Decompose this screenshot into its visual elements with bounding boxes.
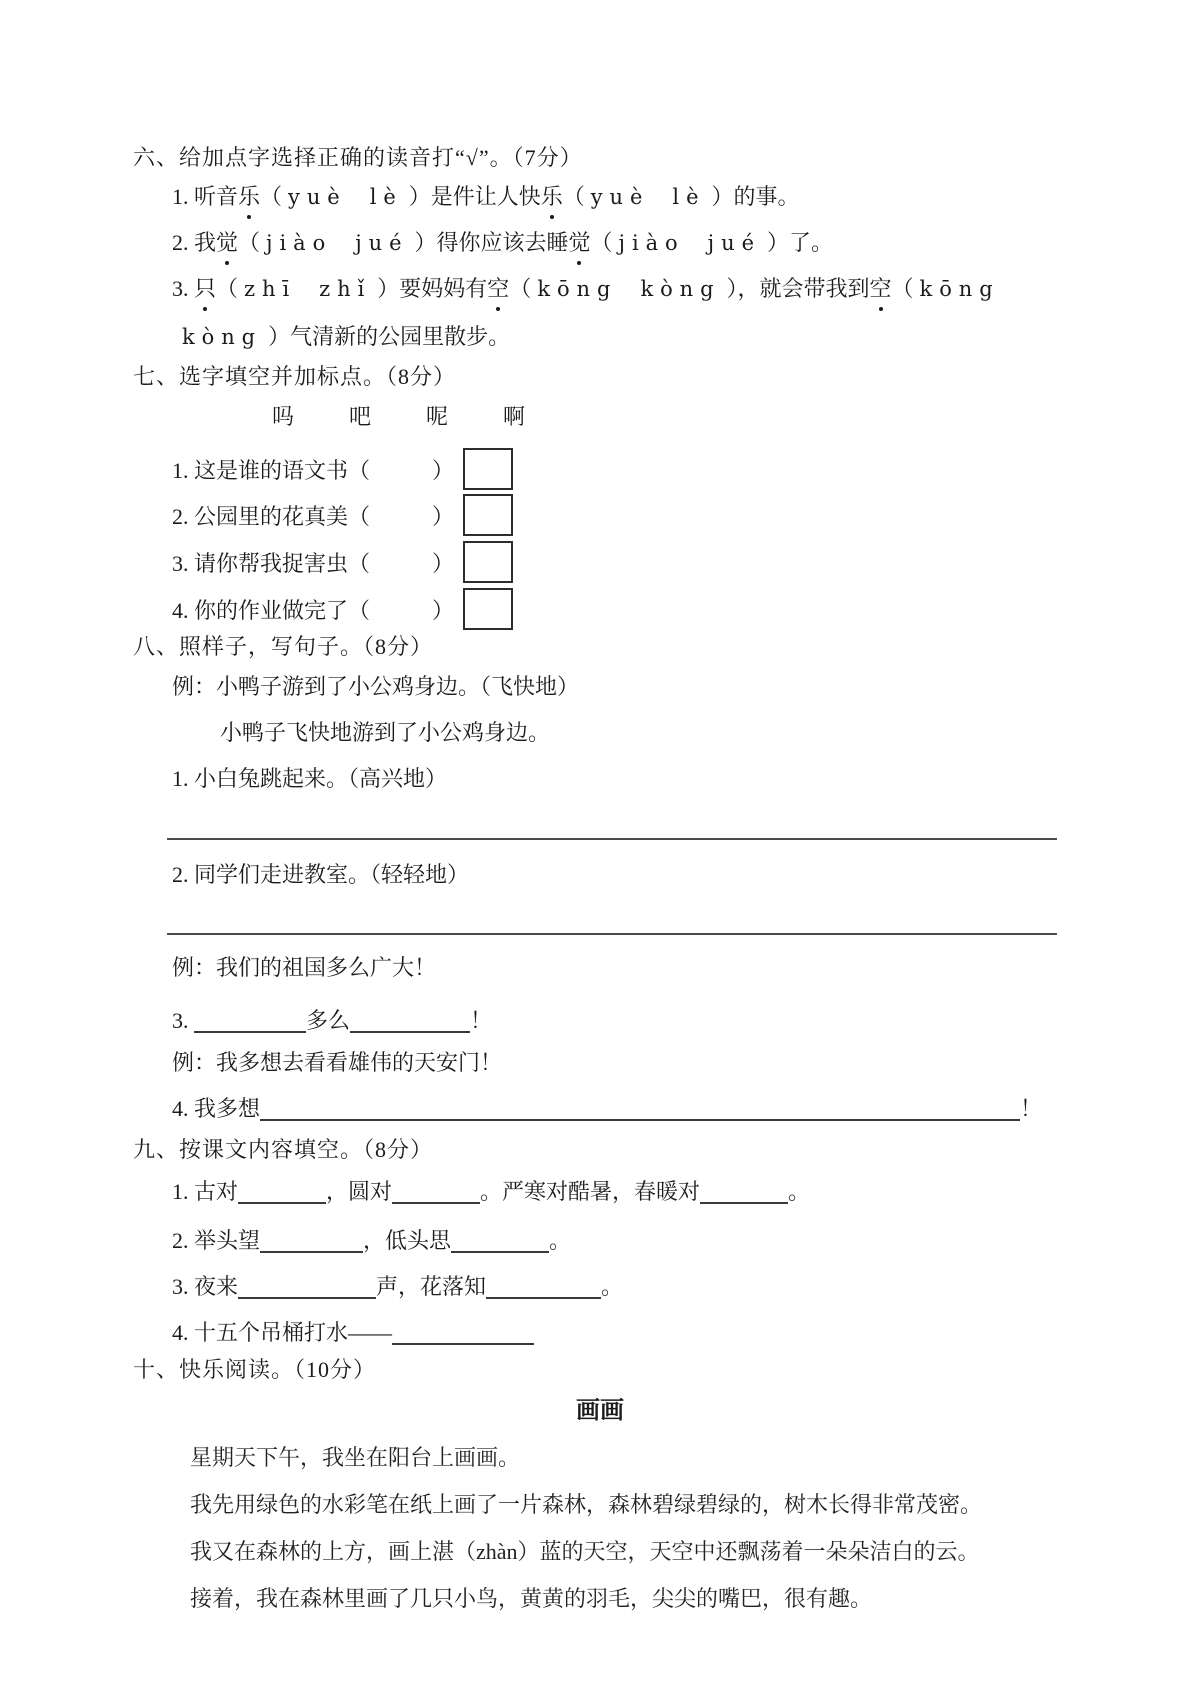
text-segment: 3. [172, 276, 194, 301]
q7-item-3 [172, 541, 513, 583]
fill-in-blank [392, 1323, 534, 1345]
text-segment: 2. 我 [172, 230, 217, 255]
text-segment: ） [432, 598, 455, 623]
answer-gap [294, 423, 349, 424]
section-10-heading: 十、快乐阅读。（10分） [133, 1357, 377, 1382]
fill-in-blank [194, 1011, 306, 1033]
q8-item-3 [172, 1006, 492, 1036]
text-segment: ），就会带我到 [726, 276, 870, 301]
q7-item-4 [172, 588, 513, 630]
q6-item-3 [172, 274, 1006, 304]
pinyin-text: yuè lè [288, 185, 403, 209]
q6-item-2 [172, 228, 833, 258]
text-segment: 。严寒对酷暑，春暖对 [480, 1179, 701, 1204]
dotted-character: 空 [487, 274, 509, 304]
dotted-character: 觉 [216, 228, 238, 258]
text-segment: 声，花落知 [376, 1274, 487, 1299]
text-segment: ） [432, 504, 455, 529]
answer-box [463, 588, 513, 630]
text-segment: ）了。 [766, 230, 833, 255]
pinyin-text: jiào jué [618, 231, 761, 255]
text-segment: 3. 请你帮我捉害虫（ [172, 551, 371, 576]
text-segment: 吧 [349, 404, 372, 429]
section-8-heading: 八、照样子，写句子。（8分） [133, 634, 434, 659]
text-segment: ）要妈妈有 [377, 276, 488, 301]
text-segment: 1. 听音 [172, 184, 239, 209]
q7-item-2 [172, 494, 513, 536]
text-segment: 呢 [426, 404, 449, 429]
dotted-character: 觉 [568, 228, 590, 258]
q8-example-1: 例：小鸭子游到了小公鸡身边。（飞快地） [172, 674, 580, 699]
text-segment: ！ [1020, 1096, 1043, 1121]
answer-box [463, 494, 513, 536]
q8-example-2: 例：我们的祖国多么广大！ [172, 955, 437, 980]
text-segment: 4. 十五个吊桶打水—— [172, 1320, 393, 1345]
q8-item-4 [172, 1094, 1042, 1124]
text-segment: 。 [549, 1228, 572, 1253]
section-9-heading: 九、按课文内容填空。（8分） [133, 1137, 434, 1162]
q8-example-3: 例：我多想去看看雄伟的天安门！ [172, 1050, 503, 1075]
text-segment: 3. [172, 1008, 194, 1033]
text-segment: ）得你应该去睡 [414, 230, 569, 255]
answer-box [463, 541, 513, 583]
fill-in-blank [350, 1011, 470, 1033]
text-segment: 多么 [306, 1008, 351, 1033]
text-segment: （ [238, 230, 261, 255]
text-segment: 1. 这是谁的语文书（ [172, 458, 371, 483]
text-segment: 吗 [272, 404, 295, 429]
pinyin-text: jiào jué [266, 231, 409, 255]
pinyin-text: zhī zhǐ [244, 277, 372, 301]
text-segment: ，圆对 [326, 1179, 393, 1204]
fill-in-blank [392, 1182, 480, 1204]
text-segment: 。 [601, 1274, 624, 1299]
passage-paragraph-2: 我先用绿色的水彩笔在纸上画了一片森林，森林碧绿碧绿的，树木长得非常茂密。 [190, 1492, 983, 1517]
dotted-character: 空 [870, 274, 892, 304]
q9-item-2 [172, 1226, 571, 1256]
section-6-heading: 六、给加点字选择正确的读音打“√”。（7分） [133, 145, 583, 170]
pinyin-text: kōng [919, 277, 1000, 301]
text-segment: 啊 [503, 404, 526, 429]
text-segment: 4. 你的作业做完了（ [172, 598, 371, 623]
text-segment: 1. 古对 [172, 1179, 239, 1204]
pinyin-text: kōng kòng [537, 277, 721, 301]
dotted-character: 乐 [541, 182, 563, 212]
fill-in-blank [451, 1231, 549, 1253]
answer-box [463, 448, 513, 490]
passage-title: 画画 [576, 1397, 624, 1424]
fill-in-blank [260, 1231, 363, 1253]
q8-answer-line-1 [167, 838, 1057, 840]
q8-item-2: 2. 同学们走进教室。（轻轻地） [172, 862, 470, 887]
q8-example-1-answer: 小鸭子飞快地游到了小公鸡身边。 [220, 720, 551, 745]
passage-paragraph-1: 星期天下午，我坐在阳台上画画。 [190, 1445, 521, 1470]
answer-gap [370, 617, 432, 618]
pinyin-text: kòng [182, 325, 263, 349]
text-segment: ）是件让人快 [408, 184, 541, 209]
text-segment: 2. 公园里的花真美（ [172, 504, 371, 529]
text-segment: （ [260, 184, 283, 209]
fill-in-blank [486, 1277, 601, 1299]
text-segment: （ [216, 276, 239, 301]
q6-item-1 [172, 182, 799, 212]
answer-gap [370, 477, 432, 478]
text-segment: 2. 举头望 [172, 1228, 261, 1253]
fill-in-blank [700, 1182, 788, 1204]
answer-gap [448, 423, 503, 424]
q8-answer-line-2 [167, 933, 1057, 935]
text-segment: 。 [788, 1179, 811, 1204]
q9-item-3 [172, 1272, 623, 1302]
answer-gap [370, 523, 432, 524]
text-segment: 3. 夜来 [172, 1274, 239, 1299]
text-segment: ） [432, 458, 455, 483]
q9-item-1 [172, 1177, 810, 1207]
passage-paragraph-3: 我又在森林的上方，画上湛（zhàn）蓝的天空，天空中还飘荡着一朵朵洁白的云。 [190, 1539, 980, 1564]
dotted-character: 乐 [238, 182, 260, 212]
fill-in-blank [260, 1099, 1020, 1121]
answer-gap [370, 570, 432, 571]
text-segment: （ [509, 276, 532, 301]
fill-in-blank [238, 1182, 326, 1204]
q7-item-1 [172, 448, 513, 490]
text-segment: ！ [470, 1008, 493, 1033]
text-segment: ） [432, 551, 455, 576]
passage-paragraph-4: 接着，我在森林里画了几只小鸟，黄黄的羽毛，尖尖的嘴巴，很有趣。 [190, 1586, 873, 1611]
text-segment: ）的事。 [711, 184, 800, 209]
q8-item-1: 1. 小白兔跳起来。（高兴地） [172, 766, 448, 791]
text-segment: 4. 我多想 [172, 1096, 261, 1121]
pinyin-text: yuè lè [590, 185, 706, 209]
q6-item-3-continuation [176, 322, 510, 352]
text-segment: ，低头思 [363, 1228, 452, 1253]
dotted-character: 只 [194, 274, 216, 304]
fill-in-blank [238, 1277, 376, 1299]
text-segment: ）气清新的公园里散步。 [268, 324, 511, 349]
q9-item-4 [172, 1318, 534, 1348]
text-segment: （ [590, 230, 613, 255]
answer-gap [371, 423, 426, 424]
text-segment: （ [562, 184, 585, 209]
section-7-heading: 七、选字填空并加标点。（8分） [133, 364, 457, 389]
text-segment: （ [891, 276, 914, 301]
q7-option-row [272, 402, 525, 432]
